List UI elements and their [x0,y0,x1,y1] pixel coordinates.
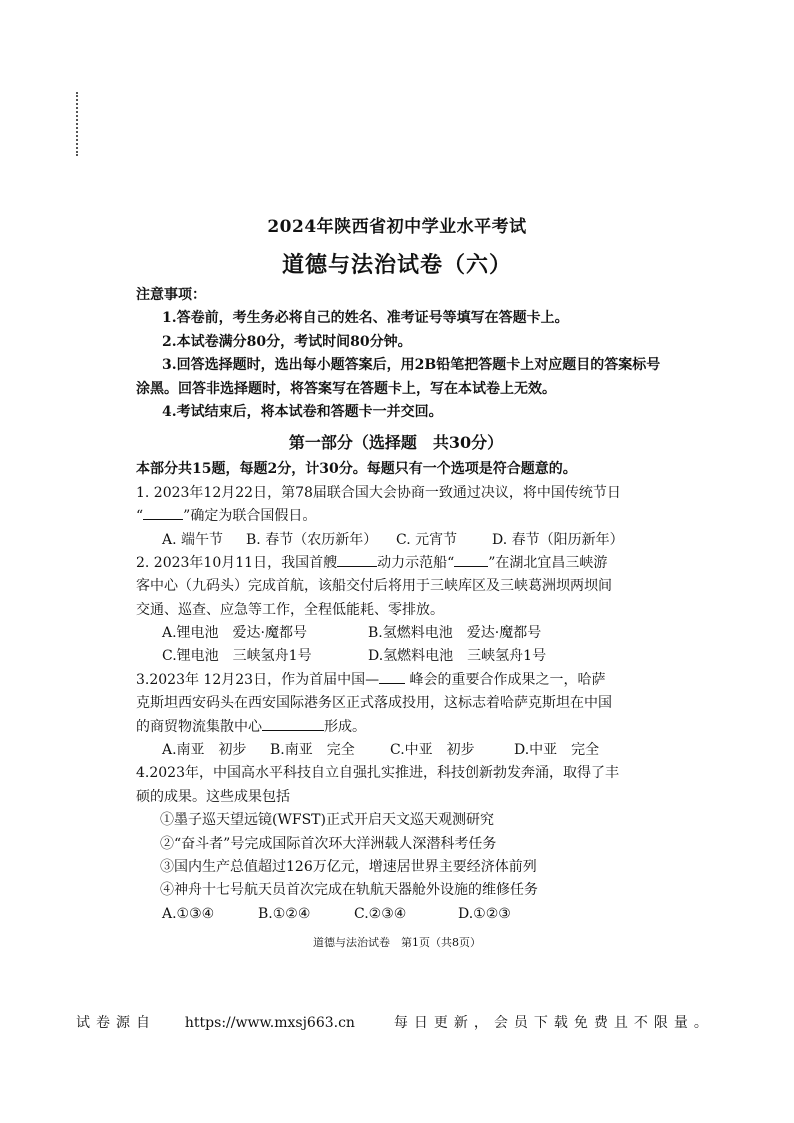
q1-options [136,529,656,552]
notice-item-4: 4.考试结束后，将本试卷和答题卡一并交回。 [162,403,443,420]
q3-options [136,739,656,762]
exam-content [136,284,661,926]
q3-stem-part1: 3.2023年 12月23日，作为首届中国— [136,671,380,688]
q4-option-a: A.①③④ [162,905,215,922]
q2-option-b: B.氢燃料电池 爱达·魔都号 [368,625,542,642]
q2-stem-line2: 客中心（九码头）完成首航，该船交付后将用于三峡库区及三峡葛洲坝两坝间 [136,578,612,595]
q2-stem-line1 [136,552,656,575]
q1-option-d: D. 春节（阳历新年） [492,531,624,548]
page-footer: 道德与法治试卷 第1页（共8页） [313,936,481,949]
q4-stem-line2: 硕的成果。这些成果包括 [136,788,290,805]
q2-blank-2 [454,552,488,567]
notice-heading: 注意事项： [136,287,206,303]
q1-stem-line2 [136,505,656,528]
q4-item-1: ①墨子巡天望远镜(WFST)正式开启天文巡天观测研究 [160,812,494,829]
notice-item-3-cont: 涂黑。回答非选择题时，将答案写在答题卡上，写在本试卷上无效。 [136,380,556,397]
section-intro: 本部分共15题，每题2分，计30分。每题只有一个选项是符合题意的。 [136,461,577,478]
q2-option-d: D.氢燃料电池 三峡氢舟1号 [368,648,547,665]
q1-quote-open: “ [136,508,144,525]
q4-item-4: ④神舟十七号航天员首次完成在轨航天器舱外设施的维修任务 [160,882,538,899]
q1-option-c: C. 元宵节 [396,531,458,548]
q2-stem-line3: 交通、巡查、应急等工作，全程低能耗、零排放。 [136,601,444,618]
notice-item-3: 3.回答选择题时，选出每小题答案后，用2B铅笔把答题卡上对应题目的答案标号 [162,357,661,374]
notice-item-1: 1.答卷前，考生务必将自己的姓名、准考证号等填写在答题卡上。 [162,310,569,327]
q4-stem-line1: 4.2023年，中国高水平科技自立自强扎实推进，科技创新勃发奔涌，取得了丰 [136,765,619,782]
q3-stem-line1 [136,669,656,692]
q3-option-a: A.南亚 初步 [162,742,247,759]
paper-title: 道德与法治试卷（六） [281,252,512,278]
q4-options [136,903,656,926]
source-label: 试卷源自 [76,1015,156,1031]
q1-stem-line1: 1. 2023年12月22日，第78届联合国大会协商一致通过决议，将中国传统节日 [136,484,621,501]
q2-blank-1 [337,552,377,567]
q3-blank-1 [379,669,405,684]
notice-item-2: 2.本试卷满分80分，考试时间80分钟。 [162,333,412,350]
q4-option-c: C.②③④ [354,905,407,922]
q2-option-c: C.锂电池 三峡氢舟1号 [162,648,312,665]
q3-stem-line2: 克斯坦西安码头在西安国际港务区正式落成投用，这标志着哈萨克斯坦在中国 [136,695,612,712]
q2-stem-part1: 2. 2023年10月11日，我国首艘 [136,554,338,571]
q3-stem-part2: 峰会的重要合作成果之一，哈萨 [409,671,606,688]
q4-option-d: D.①②③ [458,905,511,922]
q3-option-d: D.中亚 完全 [514,742,600,759]
q4-item-3: ③国内生产总值超过126万亿元，增速居世界主要经济体前列 [160,858,537,875]
q3-option-c: C.中亚 初步 [390,742,475,759]
q1-option-a: A. 端午节 [162,531,224,548]
binding-margin-dots [76,92,78,156]
q3-stem-line3 [136,716,656,739]
exam-title: 2024年陕西省初中学业水平考试 [267,217,527,237]
q3-blank-2 [262,716,324,731]
q2-options-row1 [136,622,656,645]
source-url-link[interactable]: https://www.mxsj663.cn [184,1015,355,1031]
q3-option-b: B.南亚 完全 [270,742,355,759]
q4-option-b: B.①②④ [258,905,311,922]
q3-stem-part4: 形成。 [324,718,366,735]
source-banner [76,1012,714,1032]
q2-stem-part2: 动力示范船“ [377,554,455,571]
section-title: 第一部分（选择题 共30分） [288,433,504,453]
q3-stem-part3: 的商贸物流集散中心 [136,718,262,735]
q4-item-2: ②“奋斗者”号完成国际首次环大洋洲载人深潜科考任务 [160,835,497,852]
q1-option-b: B. 春节（农历新年） [246,531,378,548]
q2-options-row2 [136,645,656,668]
source-tagline: 每日更新，会员下载免费且不限量。 [393,1015,714,1031]
q1-stem-tail: ”确定为联合国假日。 [183,508,317,525]
q2-stem-part3: ”在湖北宜昌三峡游 [488,554,608,571]
q1-blank [143,505,183,520]
q2-option-a: A.锂电池 爱达·魔都号 [162,625,308,642]
